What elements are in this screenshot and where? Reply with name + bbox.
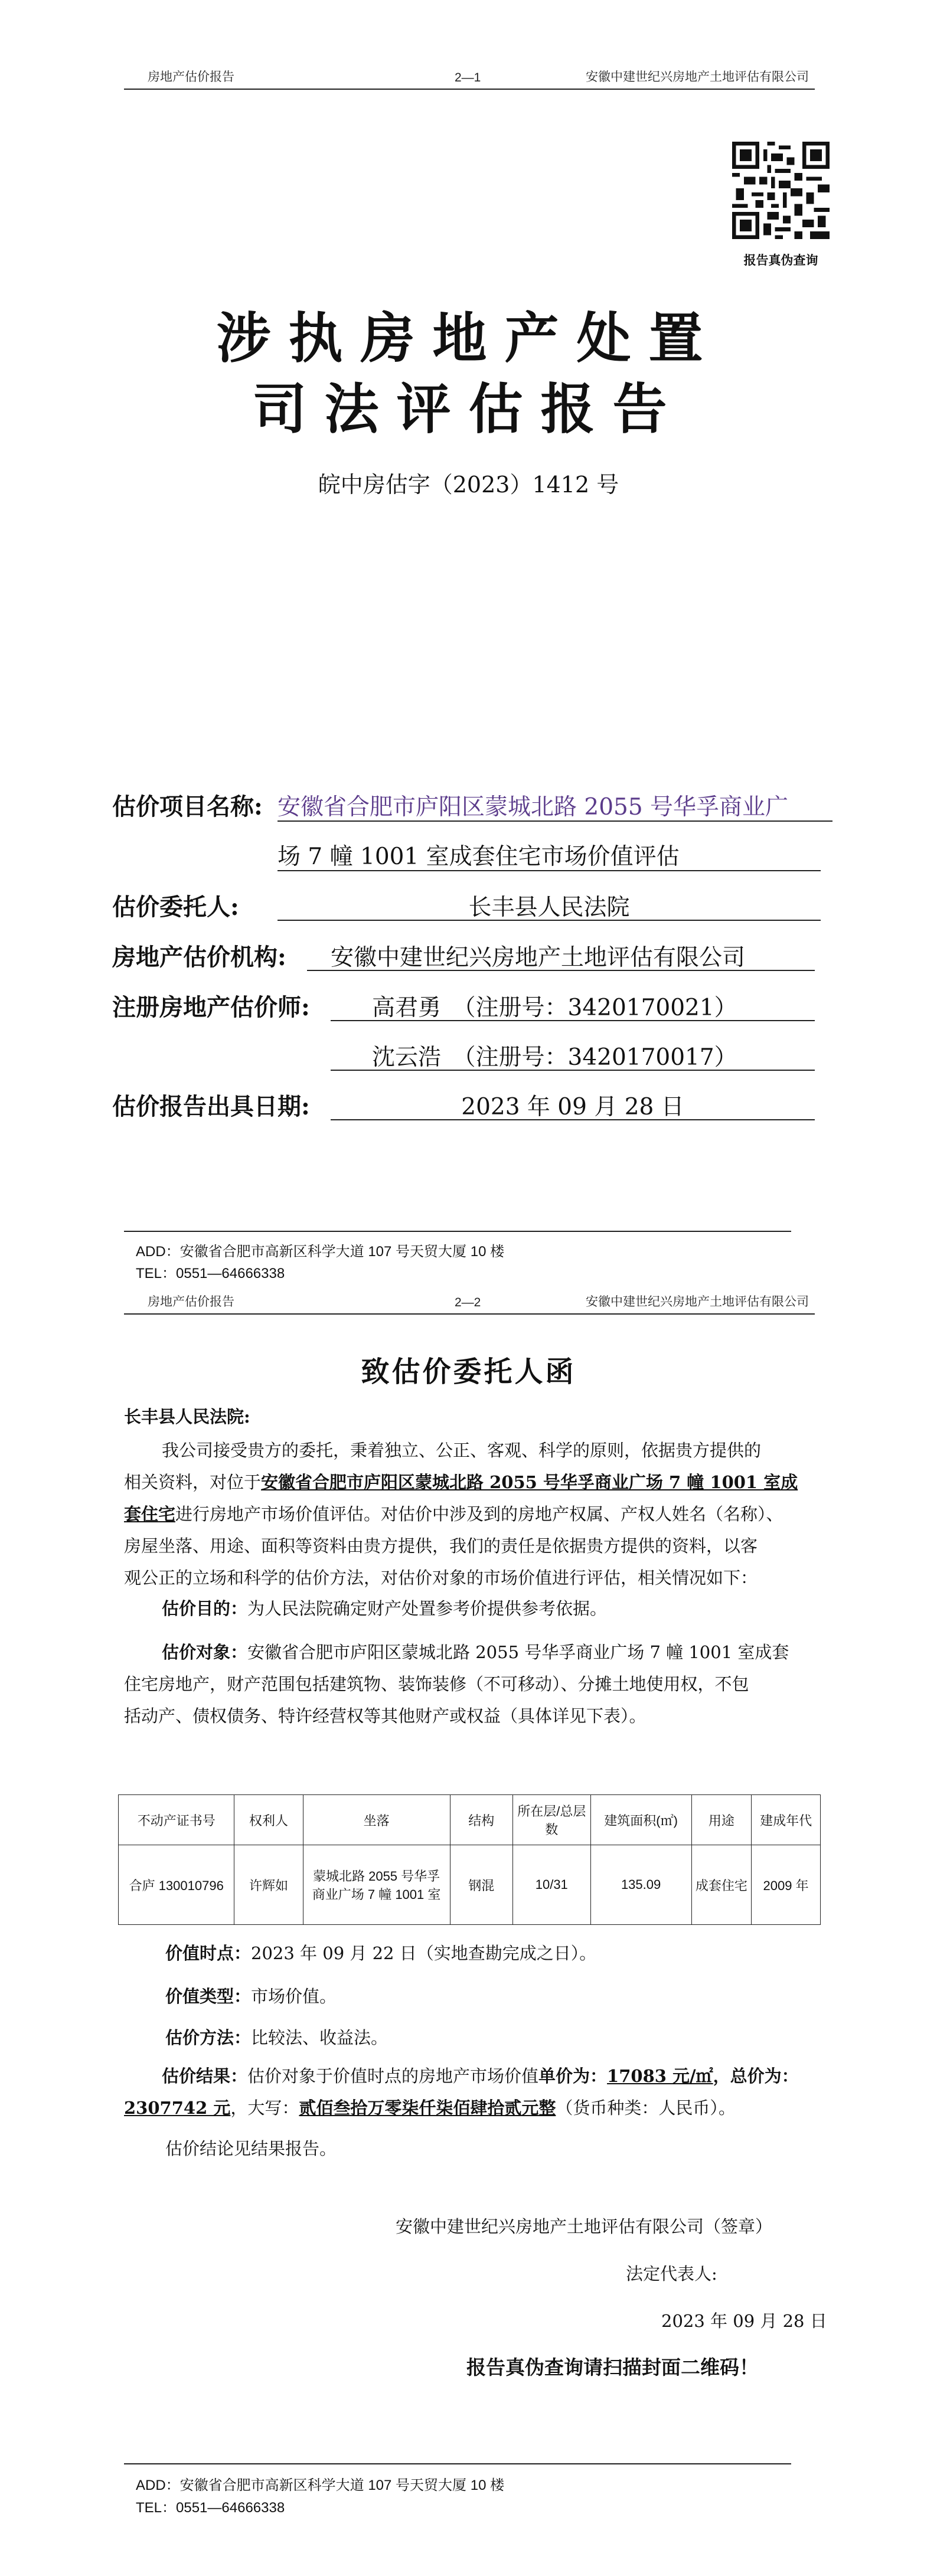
result-total-label: ，总价为： (713, 2066, 799, 2086)
object-paragraph (124, 1636, 821, 1732)
result-line (124, 2060, 821, 2092)
intro-property-address: 安徽省合肥市庐阳区蒙城北路 2055 号华孚商业广场 7 幢 1001 室成 (261, 1472, 798, 1492)
signature-date: 2023 年 09 月 28 日 (661, 2311, 827, 2331)
footer-telephone: TEL：0551—64666338 (136, 1266, 285, 1282)
intro-line: 我公司接受贵方的委托，秉着独立、公正、客观、科学的原则，依据贵方提供的 (162, 1440, 762, 1460)
value-type-label: 价值类型： (165, 1986, 252, 2006)
result-unit-price: 17083 元/㎡ (607, 2066, 713, 2086)
verification-notice: 报告真伪查询请扫描封面二维码！ (466, 2356, 759, 2379)
col-structure: 结构 (450, 1795, 512, 1845)
table-header-row (119, 1795, 821, 1845)
footer-address: ADD：安徽省合肥市高新区科学大道 107 号天贸大厦 10 楼 (136, 2477, 505, 2493)
cell-owner: 许辉如 (234, 1845, 303, 1925)
value-type: 市场价值。 (251, 1986, 337, 2006)
underline (277, 920, 821, 921)
result-total-price: 2307742 元 (124, 2098, 231, 2118)
object-text: 安徽省合肥市庐阳区蒙城北路 2055 号华孚商业广场 7 幢 1001 室成套 (247, 1642, 789, 1662)
value-type-line (165, 1983, 337, 2008)
header-company: 安徽中建世纪兴房地产土地评估有限公司 (586, 70, 809, 84)
object-line: 住宅房地产，财产范围包括建筑物、装饰装修（不可移动）、分摊土地使用权，不包 (124, 1674, 749, 1694)
client-label: 估价委托人: (112, 893, 239, 921)
method-label: 估价方法： (165, 2028, 252, 2048)
header-report-type: 房地产估价报告 (148, 70, 234, 84)
cell-cert-number: 合庐 130010796 (119, 1845, 234, 1925)
cell-built-year: 2009 年 (752, 1845, 821, 1925)
result-total-in-words: 贰佰叁拾万零柒仟柒佰肆拾贰元整 (299, 2098, 556, 2118)
underline (331, 1020, 815, 1021)
property-table (118, 1794, 821, 1925)
object-line (124, 1636, 821, 1668)
intro-property-type: 套住宅 (124, 1504, 176, 1524)
cell-area: 135.09 (590, 1845, 691, 1925)
signature-representative: 法定代表人: (626, 2264, 717, 2284)
cell-usage: 成套住宅 (691, 1845, 752, 1925)
header-page-number: 2—1 (455, 71, 481, 84)
date-value: 2023 年 09 月 28 日 (461, 1094, 684, 1120)
header-company: 安徽中建世纪兴房地产土地评估有限公司 (586, 1295, 809, 1309)
intro-text: 相关资料，对位于 (124, 1472, 262, 1492)
footer-divider (124, 1231, 791, 1232)
value-date-line (165, 1940, 596, 1964)
result-unit-label: 单价为： (538, 2066, 608, 2086)
header-page-number: 2—2 (455, 1296, 481, 1309)
project-name-label: 估价项目名称: (112, 793, 263, 820)
col-floor: 所在层/总层数 (512, 1795, 590, 1845)
date-label: 估价报告出具日期: (112, 1093, 310, 1120)
intro-line (124, 1466, 821, 1498)
intro-line: 观公正的立场和科学的估价方法，对估价对象的市场价值进行评估，相关情况如下： (124, 1568, 758, 1588)
result-currency: （货币种类：人民币）。 (556, 2098, 736, 2118)
agency-value: 安徽中建世纪兴房地产土地评估有限公司 (331, 944, 746, 971)
footer-telephone: TEL：0551—64666338 (136, 2500, 285, 2516)
salutation: 长丰县人民法院: (124, 1407, 250, 1427)
appraiser-1: 高君勇 （注册号：3420170021） (372, 995, 737, 1021)
col-usage: 用途 (691, 1795, 752, 1845)
appraiser-2: 沈云浩 （注册号：3420170017） (372, 1044, 737, 1071)
footer-address: ADD：安徽省合肥市高新区科学大道 107 号天贸大厦 10 楼 (136, 1244, 505, 1260)
col-area: 建筑面积(㎡) (590, 1795, 691, 1845)
report-number: 皖中房估字（2023）1412 号 (318, 472, 619, 498)
result-big-label: ，大写： (230, 2098, 299, 2118)
col-owner: 权利人 (234, 1795, 303, 1845)
page-header (124, 1290, 815, 1315)
method: 比较法、收益法。 (251, 2028, 388, 2048)
purpose-line (124, 1593, 821, 1624)
purpose-label: 估价目的： (162, 1598, 248, 1619)
cell-location: 蒙城北路 2055 号华孚商业广场 7 幢 1001 室 (303, 1845, 450, 1925)
underline (277, 870, 821, 871)
col-cert-number: 不动产证书号 (119, 1795, 234, 1845)
intro-text: 进行房地产市场价值评估。对估价中涉及到的房地产权属、产权人姓名（名称）、 (175, 1504, 783, 1524)
report-title-line1: 涉执房地产处置 (216, 306, 721, 370)
cell-floor: 10/31 (512, 1845, 590, 1925)
cell-structure: 钢混 (450, 1845, 512, 1925)
intro-line: 房屋坐落、用途、面积等资料由贵方提供，我们的责任是依据贵方提供的资料，以客 (124, 1536, 758, 1556)
object-line: 括动产、债权债务、特许经营权等其他财产或权益（具体详见下表）。 (124, 1706, 647, 1726)
footer-divider (124, 2463, 791, 2464)
purpose-value: 为人民法院确定财产处置参考价提供参考依据。 (247, 1598, 608, 1619)
underline (331, 1119, 815, 1120)
result-paragraph (124, 2060, 821, 2124)
object-label: 估价对象： (162, 1642, 248, 1662)
intro-line (124, 1498, 821, 1530)
project-name-line1: 安徽省合肥市庐阳区蒙城北路 2055 号华孚商业广 (277, 794, 789, 820)
underline (277, 820, 832, 822)
project-name-line2: 场 7 幢 1001 室成套住宅市场价值评估 (277, 844, 680, 870)
value-date: 2023 年 09 月 22 日（实地查勘完成之日）。 (251, 1943, 597, 1963)
conclusion: 估价结论见结果报告。 (165, 2139, 337, 2159)
letter-title: 致估价委托人函 (361, 1355, 576, 1388)
agency-label: 房地产估价机构: (112, 943, 286, 971)
appraiser-label: 注册房地产估价师: (112, 993, 310, 1021)
table-row (119, 1845, 821, 1925)
result-label: 估价结果： (162, 2066, 248, 2086)
client-value: 长丰县人民法院 (468, 894, 630, 921)
header-report-type: 房地产估价报告 (148, 1295, 234, 1309)
intro-paragraph (124, 1434, 821, 1594)
col-location: 坐落 (303, 1795, 450, 1845)
underline (331, 1070, 815, 1071)
qr-code-icon[interactable] (732, 142, 830, 239)
page-header (124, 65, 815, 90)
underline (307, 970, 815, 971)
col-built-year: 建成年代 (752, 1795, 821, 1845)
value-date-label: 价值时点： (165, 1943, 252, 1963)
result-line (124, 2092, 821, 2124)
report-title-line2: 司法评估报告 (252, 377, 685, 441)
result-text: 估价对象于价值时点的房地产市场价值 (247, 2066, 539, 2086)
signature-company: 安徽中建世纪兴房地产土地评估有限公司（签章） (396, 2217, 773, 2237)
method-line (165, 2025, 388, 2049)
qr-caption: 报告真伪查询 (743, 253, 818, 267)
